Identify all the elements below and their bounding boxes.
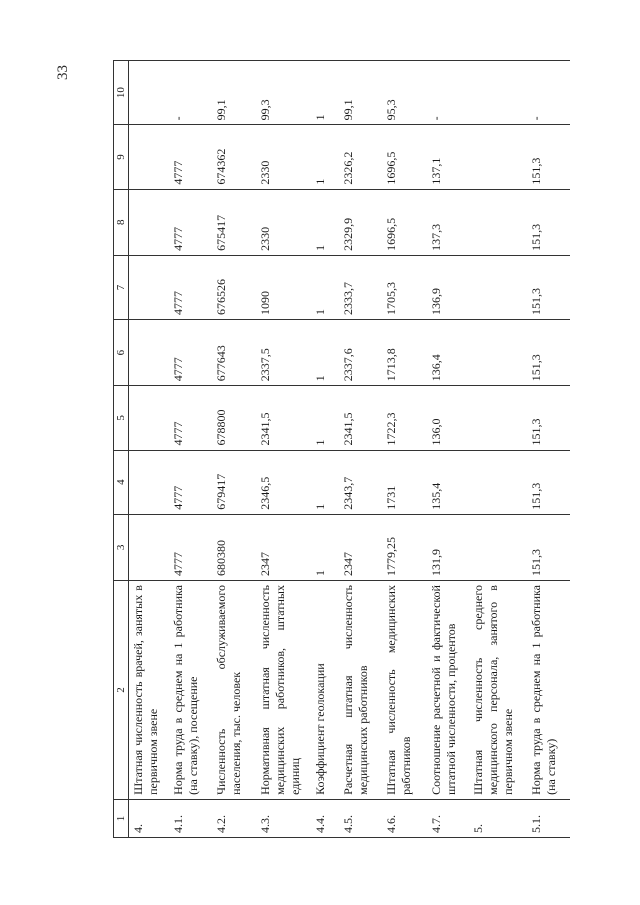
- column-number: 8: [114, 189, 129, 255]
- row-description: Штатная численность среднего медицинского персонала, занятого в первичном звене: [469, 581, 527, 800]
- row-description: Коэффициент геолокации: [311, 581, 339, 800]
- table-cell: [129, 125, 169, 189]
- table-cell: [469, 320, 527, 386]
- table-cell: 2330: [256, 189, 311, 255]
- table-cell: 4777: [169, 125, 212, 189]
- table-cell: 151,3: [527, 450, 570, 514]
- table-cell: 136,4: [427, 320, 469, 386]
- table-cell: 2326,2: [339, 125, 382, 189]
- table-cell: [469, 255, 527, 319]
- table-row: [256, 61, 311, 838]
- table-cell: [129, 386, 169, 450]
- table-cell: 2337,6: [339, 320, 382, 386]
- table-cell: 2341,5: [256, 386, 311, 450]
- row-index: 5.: [469, 799, 527, 837]
- table-cell: 99,1: [339, 61, 382, 125]
- table-cell: 1731: [382, 450, 427, 514]
- data-table: [113, 60, 570, 838]
- table-cell: -: [169, 61, 212, 125]
- table-cell: 2343,7: [339, 450, 382, 514]
- table-cell: [129, 514, 169, 580]
- row-index: 4.4.: [311, 799, 339, 837]
- table-cell: 677643: [212, 320, 256, 386]
- table-cell: 4777: [169, 189, 212, 255]
- column-number: 7: [114, 255, 129, 319]
- table-cell: [129, 189, 169, 255]
- row-index: 4.2.: [212, 799, 256, 837]
- table-cell: [129, 450, 169, 514]
- table-cell: 1: [311, 125, 339, 189]
- table-cell: 1713,8: [382, 320, 427, 386]
- table-cell: 1705,3: [382, 255, 427, 319]
- column-number: 9: [114, 125, 129, 189]
- table-cell: 1: [311, 450, 339, 514]
- table-cell: [469, 125, 527, 189]
- table-row: [169, 61, 212, 838]
- table-cell: 674362: [212, 125, 256, 189]
- table-cell: [469, 61, 527, 125]
- column-number: 2: [114, 581, 129, 800]
- column-number: 1: [114, 799, 129, 837]
- table-cell: 95,3: [382, 61, 427, 125]
- table-cell: 1: [311, 61, 339, 125]
- table-cell: [469, 514, 527, 580]
- table-cell: 680380: [212, 514, 256, 580]
- row-description: Штатная численность медицинских работников: [382, 581, 427, 800]
- table-cell: 131,9: [427, 514, 469, 580]
- table-cell: 1: [311, 514, 339, 580]
- table-row: [311, 61, 339, 838]
- table-cell: 2347: [256, 514, 311, 580]
- table-cell: 137,3: [427, 189, 469, 255]
- column-number: 10: [114, 61, 129, 125]
- table-cell: 4777: [169, 450, 212, 514]
- row-index: 4.1.: [169, 799, 212, 837]
- table-cell: 4777: [169, 255, 212, 319]
- table-cell: 2346,5: [256, 450, 311, 514]
- column-number: 5: [114, 386, 129, 450]
- table-cell: 135,4: [427, 450, 469, 514]
- table-cell: 1: [311, 255, 339, 319]
- row-description: Штатная численность врачей, занятых в первичном звене: [129, 581, 169, 800]
- table-cell: 1696,5: [382, 189, 427, 255]
- table-cell: 2347: [339, 514, 382, 580]
- table-row: [427, 61, 469, 838]
- table-cell: -: [527, 61, 570, 125]
- table-cell: 151,3: [527, 320, 570, 386]
- table-cell: 136,9: [427, 255, 469, 319]
- table-cell: -: [427, 61, 469, 125]
- table-row: [469, 61, 527, 838]
- row-index: 4.5.: [339, 799, 382, 837]
- row-description: Норма труда в среднем на 1 работника (на ставку), посещение: [169, 581, 212, 800]
- table-cell: 1696,5: [382, 125, 427, 189]
- table-cell: [129, 320, 169, 386]
- table-cell: 137,1: [427, 125, 469, 189]
- row-index: 4.: [129, 799, 169, 837]
- row-description: Соотношение расчетной и фактической штатной численности, процентов: [427, 581, 469, 800]
- table-cell: [129, 61, 169, 125]
- table-cell: 676526: [212, 255, 256, 319]
- table-cell: 1: [311, 386, 339, 450]
- table-cell: [469, 189, 527, 255]
- table-cell: [469, 386, 527, 450]
- table-cell: 4777: [169, 386, 212, 450]
- table-cell: 99,1: [212, 61, 256, 125]
- table-cell: 2329,9: [339, 189, 382, 255]
- table-cell: 1722,3: [382, 386, 427, 450]
- table-cell: 1: [311, 189, 339, 255]
- row-index: 4.6.: [382, 799, 427, 837]
- table-row: [382, 61, 427, 838]
- page-number: 33: [55, 65, 71, 80]
- table-cell: 151,3: [527, 386, 570, 450]
- table-cell: 151,3: [527, 125, 570, 189]
- table-row: [129, 61, 169, 838]
- row-description: Нормативная штатная численность медицинских работников, штатных единиц: [256, 581, 311, 800]
- row-description: Норма труда в среднем на 1 работника (на ставку): [527, 581, 570, 800]
- row-index: 4.7.: [427, 799, 469, 837]
- table-cell: 1090: [256, 255, 311, 319]
- table-cell: 136,0: [427, 386, 469, 450]
- table-cell: [469, 450, 527, 514]
- row-index: 5.1.: [527, 799, 570, 837]
- table-cell: 99,3: [256, 61, 311, 125]
- table-cell: [129, 255, 169, 319]
- table-cell: 2330: [256, 125, 311, 189]
- row-description: Расчетная штатная численность медицинских работников: [339, 581, 382, 800]
- table-row: [339, 61, 382, 838]
- column-number: 4: [114, 450, 129, 514]
- table-cell: 2333,7: [339, 255, 382, 319]
- table-cell: 679417: [212, 450, 256, 514]
- table-cell: 1779,25: [382, 514, 427, 580]
- table-cell: 678800: [212, 386, 256, 450]
- row-index: 4.3.: [256, 799, 311, 837]
- row-description: Численность обслуживаемого населения, тыс. человек: [212, 581, 256, 800]
- table-header-row: [114, 61, 129, 838]
- table-cell: 4777: [169, 320, 212, 386]
- table-cell: 151,3: [527, 255, 570, 319]
- table-cell: 151,3: [527, 514, 570, 580]
- table-row: [212, 61, 256, 838]
- table-cell: 1: [311, 320, 339, 386]
- column-number: 3: [114, 514, 129, 580]
- table-row: [527, 61, 570, 838]
- table-cell: 151,3: [527, 189, 570, 255]
- table-cell: 2341,5: [339, 386, 382, 450]
- column-number: 6: [114, 320, 129, 386]
- table-cell: 675417: [212, 189, 256, 255]
- table-cell: 4777: [169, 514, 212, 580]
- table-cell: 2337,5: [256, 320, 311, 386]
